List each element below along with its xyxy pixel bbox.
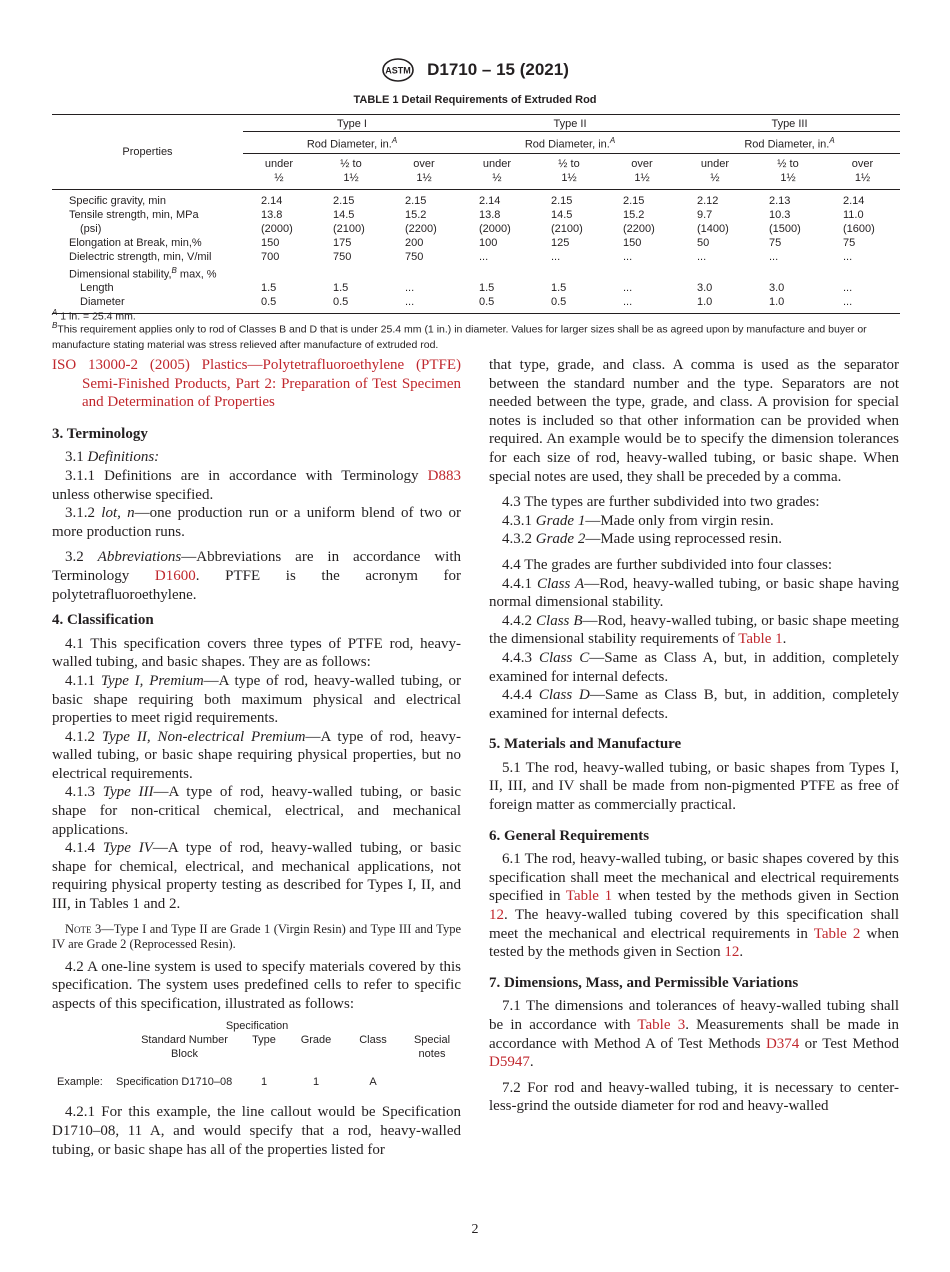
spec-example-label: Example:: [57, 1076, 103, 1089]
row-label: Dimensional stability,$^B$ max, %: [69, 265, 217, 281]
table-cell: (1500): [769, 222, 801, 235]
table-cell: 100: [479, 236, 498, 249]
table-cell: 2.15: [405, 194, 427, 207]
table-row: [52, 236, 900, 250]
table-row: [52, 222, 900, 236]
table-cell: [315, 264, 387, 282]
table-cell: ...: [769, 250, 779, 263]
section-3-heading: 3. Terminology: [52, 425, 148, 442]
size-header-bottom: 1½: [343, 171, 359, 184]
table-cell: [751, 264, 825, 282]
table-row: [52, 281, 900, 295]
table-cell: ...: [623, 250, 633, 263]
table-cell: 150: [623, 236, 642, 249]
size-header-top: over: [631, 157, 653, 170]
table-cell: 2.14: [261, 194, 283, 207]
size-header-bottom: ½: [492, 171, 502, 184]
table-cell: 14.5: [333, 208, 355, 221]
table-cell: 200: [405, 236, 424, 249]
table-cell: 15.2: [623, 208, 645, 221]
section-12-link[interactable]: 12: [489, 907, 504, 924]
table-2-link[interactable]: Table 2: [813, 925, 861, 942]
section-4-heading: 4. Classification: [52, 612, 154, 629]
table-caption: TABLE 1 Detail Requirements of Extruded Rod: [353, 94, 597, 106]
table-cell: 50: [697, 236, 710, 249]
table-cell: 1.5: [333, 282, 349, 295]
para-4-1-2: 4.1.2 Type II, Non-electrical Premium—A type of rod, heavy-walled tubing, or basic shape requiring physical properties, but no electrical requirements.: [52, 728, 461, 782]
table-cell: (2100): [551, 222, 583, 235]
para-4-2-1: 4.2.1 For this example, the line callout would be Specification D1710–08, 11 A, and would specify that a rod, heavy-walled tubing, or basic shape has all of the properties listed for: [52, 1104, 461, 1158]
left-column: [52, 356, 461, 1159]
size-header-bottom: ½: [274, 171, 284, 184]
astm-logo-icon: [381, 58, 415, 82]
para-4-3: 4.3 The types are further subdivided into two grades:: [502, 494, 820, 511]
section-7-heading: 7. Dimensions, Mass, and Permissible Variations: [489, 974, 799, 991]
table-cell: [679, 264, 751, 282]
table-3-link[interactable]: Table 3: [637, 1017, 686, 1033]
table-row: [52, 250, 900, 264]
table-cell: 0.5: [333, 296, 349, 309]
table-cell: 125: [551, 236, 570, 249]
para-4-3-1: 4.3.1 Grade 1—Made only from virgin resin.: [502, 512, 774, 529]
table-cell: 13.8: [479, 208, 501, 221]
type-header: Type III: [679, 115, 900, 132]
table-cell: 2.12: [697, 194, 719, 207]
table-cell: 2.15: [333, 194, 355, 207]
right-column: [489, 356, 899, 1116]
section-12-link[interactable]: 12: [724, 944, 740, 961]
spec-standard-number: Standard Number: [141, 1034, 228, 1047]
section-6-heading: 6. General Requirements: [489, 827, 650, 844]
size-header-top: under: [482, 157, 512, 170]
table-cell: 1.0: [697, 296, 713, 309]
para-4-1-1: 4.1.1 Type I, Premium—A type of rod, heavy-walled tubing, or basic shape requiring both maximum physical and electrical properties to meet rigid requirements.: [52, 672, 461, 727]
table-cell: [243, 264, 315, 282]
size-header-bottom: 1½: [854, 171, 871, 184]
table-cell: 3.0: [697, 282, 713, 295]
row-label: Elongation at Break, min,%: [69, 236, 202, 249]
table-cell: 1.5: [261, 282, 277, 295]
table-row: [52, 189, 900, 208]
table-cell: [533, 264, 605, 282]
size-header-top: over: [851, 157, 874, 170]
table-cell: 0.5: [261, 296, 277, 309]
table-cell: 11.0: [843, 208, 864, 221]
note-3: Note 3—Type I and Type II are Grade 1 (Virgin Resin) and Type III and Type IV are Grade 2 (Reprocessed Resin).: [52, 921, 461, 951]
para-4-4-3: 4.4.3 Class C—Same as Class A, but, in addition, completely examined for internal defects.: [489, 649, 900, 685]
table-cell: 1.5: [551, 282, 567, 295]
para-6-1: 6.1 The rod, heavy-walled tubing, or basic shapes covered by this specification shall meet the mechanical and electrical requirements specified in Table 1 when tested by the methods given in Section 12. The heavy-walled tubing covered by this specification shall meet the mechanical and electrical requirements in Table 2 when tested by the methods given in Section 12.: [489, 851, 900, 961]
spec-type: Type: [252, 1034, 276, 1047]
table-cell: ...: [551, 250, 561, 263]
table-cell: (2000): [261, 222, 293, 235]
para-4-4-1: 4.4.1 Class A—Rod, heavy-walled tubing, or basic shape having normal dimensional stability.: [489, 575, 899, 611]
section-5-heading: 5. Materials and Manufacture: [489, 736, 682, 753]
table-cell: (2100): [333, 222, 365, 235]
rod-diameter-header: Rod Diameter, in.$^A$: [461, 132, 679, 154]
spec-example-type: 1: [260, 1076, 268, 1089]
table-footnote-a: $^A$ 1 in. = 25.4 mm.: [52, 308, 136, 323]
document-designation: D1710 – 15 (2021): [427, 60, 569, 79]
size-header-bottom: 1½: [780, 171, 796, 184]
table-cell: 10.3: [769, 208, 791, 221]
table-cell: 1.5: [479, 282, 495, 295]
table-cell: 75: [769, 236, 782, 249]
para-7-1: 7.1 The dimensions and tolerances of heavy-walled tubing shall be in accordance with Table 3. Measurements shall be made in accordance with Method A of Test Methods D374 or Test Method D5947.: [489, 998, 900, 1071]
para-4-4-2: 4.4.2 Class B—Rod, heavy-walled tubing, or basic shape meeting the dimensional stability requirements of Table 1.: [489, 612, 900, 648]
table-cell: 75: [843, 236, 856, 249]
table-cell: 0.5: [551, 296, 567, 309]
table-cell: 0.5: [479, 296, 495, 309]
para-4-1-3: 4.1.3 Type III—A type of rod, heavy-walled tubing, or basic shape for non-critical chemical, electrical, and mechanical applications.: [52, 784, 462, 838]
table-cell: ...: [623, 282, 633, 295]
spec-class: Class: [359, 1034, 387, 1047]
table-cell: [825, 264, 900, 282]
table-cell: (2200): [623, 222, 655, 235]
spec-example-grade: 1: [312, 1076, 320, 1089]
d1600-link[interactable]: D1600: [154, 567, 196, 584]
spec-example-class: A: [369, 1076, 377, 1089]
size-header: [461, 153, 533, 189]
table-cell: 14.5: [551, 208, 573, 221]
para-3-2: 3.2 Abbreviations—Abbreviations are in accordance with Terminology D1600. PTFE is the acronym for polytetrafluoroethylene.: [52, 549, 462, 603]
table-cell: [387, 264, 461, 282]
spec-title: Specification: [225, 1020, 289, 1033]
d5947-link[interactable]: D5947: [489, 1054, 530, 1071]
para-4-2: 4.2 A one-line system is used to specify materials covered by this specification. The system uses predefined cells to refer to specific aspects of this specification, illustrated as follows:: [52, 958, 461, 1012]
spec-block: Block: [171, 1048, 198, 1061]
spec-notes: notes: [418, 1048, 446, 1061]
table-row: [52, 208, 900, 222]
para-4-4-4: 4.4.4 Class D—Same as Class B, but, in addition, completely examined for internal defects.: [489, 687, 899, 722]
table-cell: 2.14: [843, 194, 865, 207]
row-label: Diameter: [80, 296, 125, 309]
table-cell: (2200): [405, 222, 437, 235]
size-header: [751, 153, 825, 189]
table-cell: [461, 264, 533, 282]
requirements-table: [52, 114, 900, 314]
table-cell: 2.15: [623, 194, 645, 207]
size-header: [825, 153, 900, 189]
table-cell: 750: [333, 250, 352, 263]
table-cell: [605, 264, 679, 282]
para-3-1-1: 3.1.1 Definitions are in accordance with Terminology D883 unless otherwise specified.: [52, 467, 461, 503]
row-label: Dielectric strength, min, V/mil: [69, 250, 212, 263]
row-label: (psi): [80, 222, 102, 235]
rod-diameter-header: Rod Diameter, in.$^A$: [243, 132, 461, 154]
table-1-link[interactable]: Table 1: [738, 631, 783, 648]
table-cell: ...: [697, 250, 707, 263]
size-header-top: over: [413, 157, 435, 170]
table-cell: ...: [843, 282, 853, 295]
size-header: [533, 153, 605, 189]
para-4-1: 4.1 This specification covers three types of PTFE rod, heavy-walled tubing, and basic shapes. They are as follows:: [52, 635, 461, 671]
row-label: Tensile strength, min, MPa: [69, 208, 199, 221]
type-header: Type I: [243, 115, 461, 132]
para-4-1-4: 4.1.4 Type IV—A type of rod, heavy-walled tubing, or basic shape for chemical, electrical, and mechanical applications, not requiring physical property testing as described for Types I, II, and III, in Tables 1 and 2.: [52, 840, 462, 913]
size-header-top: ½ to: [558, 157, 580, 170]
size-header-top: under: [700, 157, 730, 170]
table-cell: (1400): [697, 222, 729, 235]
size-header: [315, 153, 387, 189]
row-label: Length: [80, 282, 114, 295]
table-cell: ...: [479, 250, 489, 263]
table-cell: 750: [405, 250, 424, 263]
table-cell: 2.15: [551, 194, 573, 207]
spec-example-spec: Specification D1710–08: [116, 1076, 233, 1089]
table-cell: 15.2: [405, 208, 427, 221]
table-cell: 150: [261, 236, 280, 249]
page-number: 2: [471, 1222, 479, 1237]
table-row: [52, 264, 900, 282]
iso-reference-link[interactable]: ISO 13000-2 (2005) Plastics—Polytetrafluoroethylene (PTFE) Semi-Finished Products, Part 2: Preparation of Test Specimen and Determination of Properties: [52, 357, 461, 411]
table-cell: ...: [405, 282, 415, 295]
para-3-1: 3.1 Definitions:: [65, 449, 160, 466]
size-header-bottom: 1½: [634, 171, 650, 184]
table-cell: ...: [623, 296, 633, 309]
size-header-bottom: ½: [710, 171, 720, 184]
table-cell: (2000): [479, 222, 511, 235]
size-header-bottom: 1½: [416, 171, 432, 184]
spec-special: Special: [413, 1034, 451, 1047]
rod-diameter-header: Rod Diameter, in.$^A$: [679, 132, 900, 154]
table-cell: 2.13: [769, 194, 791, 207]
size-header: [387, 153, 461, 189]
spec-grade: Grade: [300, 1034, 332, 1047]
page-header: [0, 58, 950, 82]
para-4-3-2: 4.3.2 Grade 2—Made using reprocessed resin.: [502, 531, 782, 548]
para-7-2: 7.2 For rod and heavy-walled tubing, it is necessary to center-less-grind the outside diameter for rod and heavy-walled: [489, 1079, 899, 1115]
specification-diagram: [52, 1013, 461, 1103]
para-3-1-2: 3.1.2 lot, n—one production run or a uniform blend of two or more production runs.: [52, 505, 462, 540]
size-header: [243, 153, 315, 189]
table-cell: ...: [843, 250, 853, 263]
table-cell: 13.8: [261, 208, 283, 221]
size-header: [679, 153, 751, 189]
size-header-bottom: 1½: [561, 171, 577, 184]
para-5-1: 5.1 The rod, heavy-walled tubing, or basic shapes from Types I, II, III, and IV shall be made from non-pigmented PTFE as free of foreign matter as commercially practical.: [489, 759, 899, 814]
size-header: [605, 153, 679, 189]
para-4-2-1-continued: that type, grade, and class. A comma is used as the separator between the standard number and the type. Separators are not needed between the type, grade, and class. A provision for special notes is included so that other information can be provided when required. An example would be to specify the dimension tolerances for each size of rod, heavy-walled tubing, or basic shape. When special notes are used, they shall be preceded by a comma.: [489, 357, 899, 485]
table-cell: ...: [405, 296, 415, 309]
type-header: Type II: [461, 115, 679, 132]
row-label: Specific gravity, min: [69, 194, 166, 207]
para-4-4: 4.4 The grades are further subdivided into four classes:: [502, 556, 833, 573]
size-header-top: under: [264, 157, 294, 170]
table-cell: 2.14: [479, 194, 501, 207]
table-1-link[interactable]: Table 1: [565, 888, 613, 905]
table-cell: (1600): [843, 222, 875, 235]
size-header-top: ½ to: [777, 157, 799, 170]
table-cell: 1.0: [769, 296, 785, 309]
table-cell: 700: [261, 250, 280, 263]
d374-link[interactable]: D374: [765, 1035, 800, 1052]
svg-text:ASTM: ASTM: [385, 65, 411, 76]
table-cell: 3.0: [769, 282, 785, 295]
size-header-top: ½ to: [340, 157, 362, 170]
table-cell: ...: [843, 296, 853, 309]
table-cell: 175: [333, 236, 352, 249]
properties-header: Properties: [52, 115, 243, 190]
table-footnote-b: $^B$This requirement applies only to rod of Classes B and D that is under 25.4 mm (1 in.) in diameter. Values for larger sizes shall be as agreed upon by manufacture and buyer or manufacture stating material was stress relieved after manufacture of extruded rod.: [52, 321, 867, 351]
d883-link[interactable]: D883: [427, 467, 461, 484]
table-cell: 9.7: [697, 208, 713, 221]
